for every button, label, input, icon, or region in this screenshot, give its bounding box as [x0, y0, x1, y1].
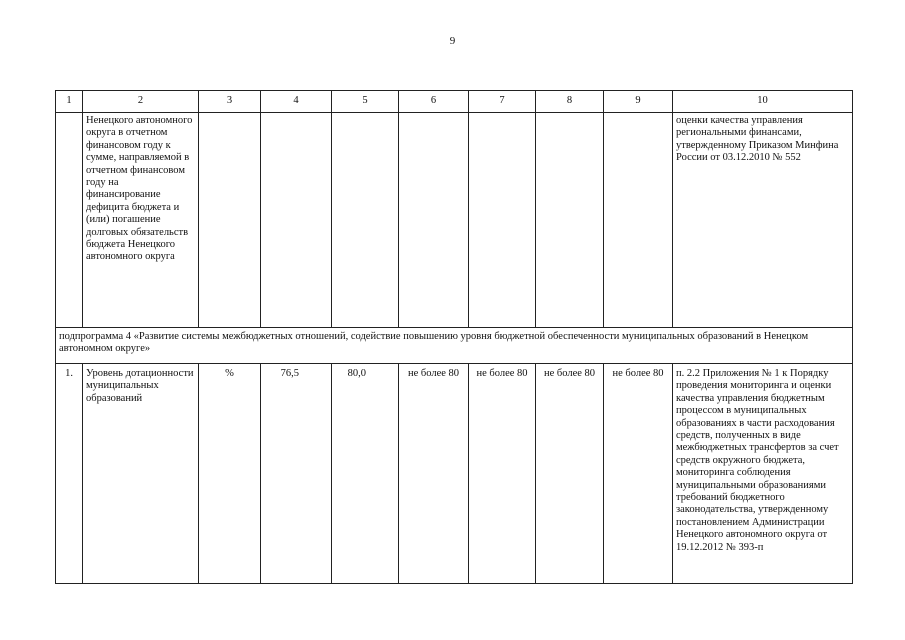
value-col8: не более 80	[536, 364, 604, 584]
header-cell-5: 5	[332, 91, 399, 113]
cell-empty	[261, 113, 332, 328]
indicator-name: Уровень дотационности муниципальных образований	[83, 364, 199, 584]
header-cell-3: 3	[199, 91, 261, 113]
header-cell-10: 10	[673, 91, 853, 113]
indicator-name-continued: Ненецкого автономного округа в отчетном финансовом году к сумме, направляемой в отчетном финансовом году на финансирование дефицита бюджета и (или) погашение долговых обязательств бюджета Ненецкого автономного округа	[83, 113, 199, 328]
header-cell-1: 1	[56, 91, 83, 113]
header-cell-6: 6	[399, 91, 469, 113]
value-col6: не более 80	[399, 364, 469, 584]
page-number: 9	[449, 35, 456, 47]
cell-empty	[399, 113, 469, 328]
cell-empty	[536, 113, 604, 328]
indicators-table	[55, 90, 853, 584]
subprogram-title: подпрограмма 4 «Развитие системы межбюджетных отношений, содействие повышению уровня бюджетной обеспеченности муниципальных образований в Ненецком автономном округе»	[56, 328, 853, 364]
source-cell: п. 2.2 Приложения № 1 к Порядку проведения мониторинга и оценки качества управления бюджетным процессом в муниципальных образованиях в части расходования средств, полученных в виде межбюджетных трансфертов за счет средств окружного бюджета, мониторинга соблюдения муниципальными образованиями требований бюджетного законодательства, утвержденному постановлением Администрации Ненецкого автономного округа от 19.12.2012 № 393-п	[673, 364, 853, 584]
header-cell-8: 8	[536, 91, 604, 113]
cell-empty	[469, 113, 536, 328]
table-row	[56, 364, 853, 584]
header-cell-9: 9	[604, 91, 673, 113]
header-cell-4: 4	[261, 91, 332, 113]
subprogram-row	[56, 328, 853, 364]
cell-empty	[56, 113, 83, 328]
cell-empty	[199, 113, 261, 328]
source-continued: оценки качества управления региональными финансами, утвержденному Приказом Минфина России от 03.12.2010 № 552	[673, 113, 853, 328]
cell-empty	[332, 113, 399, 328]
unit-cell: %	[199, 364, 261, 584]
value-col5: 80,0	[332, 364, 399, 584]
row-number: 1.	[56, 364, 83, 584]
header-cell-2: 2	[83, 91, 199, 113]
continuation-row	[56, 113, 853, 328]
value-col7: не более 80	[469, 364, 536, 584]
value-col9: не более 80	[604, 364, 673, 584]
header-cell-7: 7	[469, 91, 536, 113]
column-number-row	[56, 91, 853, 113]
cell-empty	[604, 113, 673, 328]
value-col4: 76,5	[261, 364, 332, 584]
